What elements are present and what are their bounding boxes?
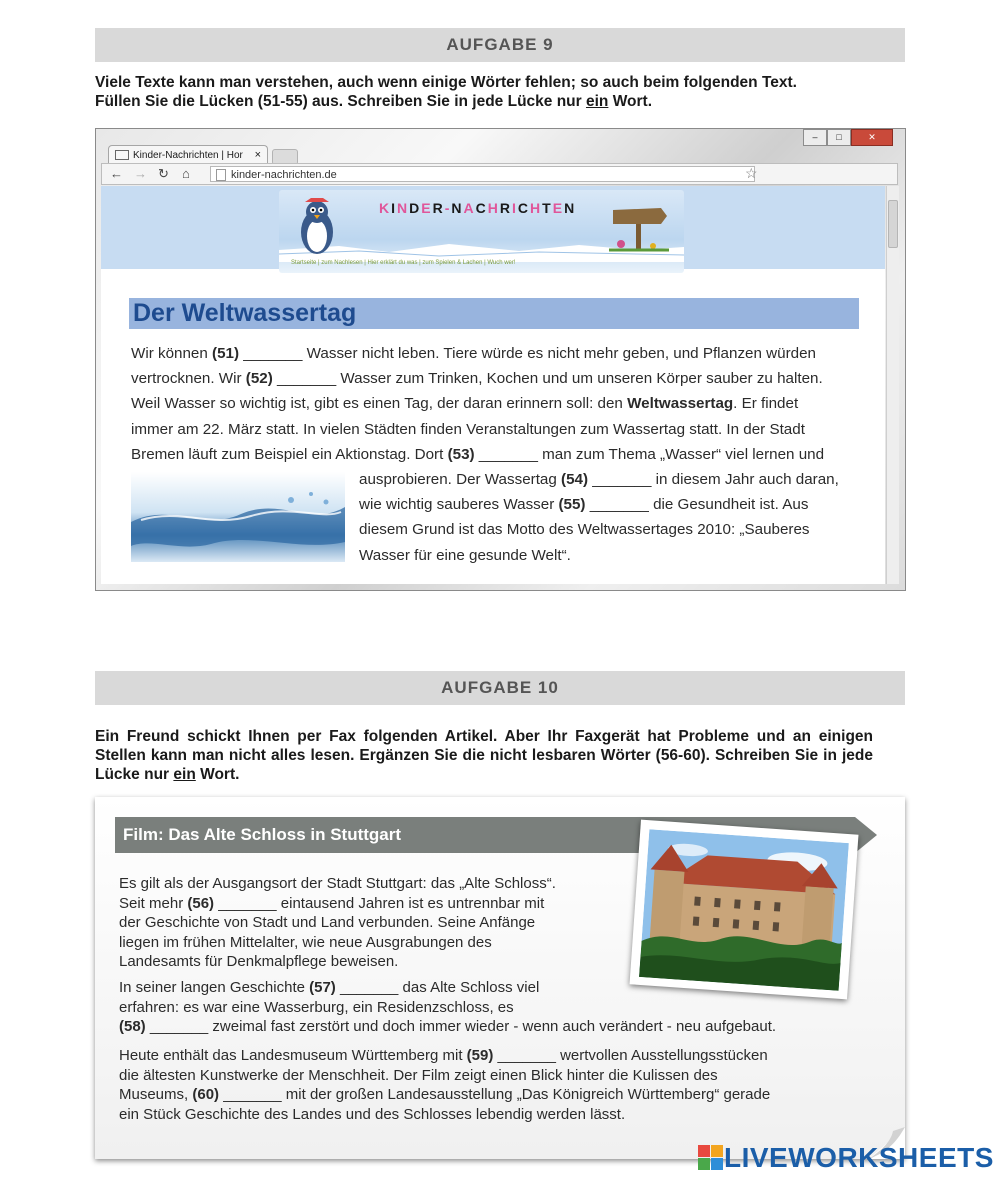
article-line: diesem Grund ist das Motto des Weltwassertages 2010: „Sauberes (359, 521, 810, 539)
article-line: Wasser für eine gesunde Welt“. (359, 546, 571, 564)
aufgabe-10-header (95, 671, 905, 705)
tab-title: Kinder-Nachrichten | Hor (133, 150, 243, 161)
scrollbar[interactable] (886, 186, 899, 584)
card-paragraph-1: Es gilt als der Ausgangsort der Stadt Stuttgart: das „Alte Schloss“. Seit mehr (56) _______ eintausend Jahren ist es untrennbar mit der Geschichte von Stadt und Land verbunden. Seine Anfänge liegen im frühen Mittelalter, wie neue Ausgrabungen des Landesamts für Denkmalpflege beweisen. (119, 875, 556, 970)
browser-tab[interactable] (108, 145, 268, 164)
web-page (101, 186, 885, 584)
scrollbar-thumb[interactable] (888, 200, 898, 248)
bookmark-star-icon[interactable]: ☆ (745, 165, 758, 181)
aufgabe-10-title: AUFGABE 10 (441, 678, 559, 697)
article-line: ausprobieren. Der Wassertag (54) _______ in diesem Jahr auch daran, (359, 471, 839, 488)
back-icon[interactable]: ← (110, 166, 123, 181)
tab-close-icon[interactable]: × (254, 149, 261, 161)
url-input[interactable] (210, 166, 755, 182)
close-icon[interactable]: ✕ (851, 129, 893, 146)
signpost-icon (609, 204, 669, 252)
url-text: kinder-nachrichten.de (231, 169, 337, 181)
article-line: wie wichtig sauberes Wasser (55) _______ die Gesundheit ist. Aus (359, 496, 809, 514)
page-icon (216, 169, 226, 181)
fax-article-card (95, 797, 905, 1159)
card-title: Film: Das Alte Schloss in Stuttgart (115, 817, 855, 853)
window-controls (803, 129, 893, 145)
site-logo[interactable] (279, 190, 684, 273)
tab-favicon-icon (115, 150, 129, 160)
reload-icon[interactable]: ↻ (158, 166, 169, 181)
card-paragraph-3: Heute enthält das Landesmuseum Württemberg mit (59) _______ wertvollen Ausstellungsstücken die ältesten Kunstwerke der Menschheit. Der Film zeigt einen Blick hinter die Kulissen des Museums, (60) _______ mit der großen Landesausstellung „Das Königreich Württemberg“ gerade ein Stück Geschichte des Landes und des Schlosses lebendig werden lässt. (119, 1047, 771, 1123)
water-splash-image (131, 472, 345, 562)
home-icon[interactable]: ⌂ (182, 166, 190, 181)
maximize-icon[interactable]: □ (827, 129, 851, 146)
article-text-wrapped (359, 467, 879, 568)
liveworksheets-icon (698, 1145, 724, 1171)
aufgabe-10-instruction: Ein Freund schickt Ihnen per Fax folgenden Artikel. Aber Ihr Faxgerät hat Probleme und an einigen Stellen kann man nicht alles lesen. Ergänzen Sie die nicht lesbaren Wörter (56-60). Schreiben Sie in jede Lücke nur ein Wort. (95, 728, 873, 783)
penguin-icon (293, 198, 341, 256)
article-line: vertrocknen. Wir (52) _______ Wasser zum Trinken, Kochen und um unseren Körper sauber zu halten. (131, 370, 823, 388)
logo-nav-strip[interactable]: Startseite | zum Nachlesen | Hier erklärt du was | zum Spielen & Lachen | Wuch wer! (291, 260, 516, 266)
browser-screenshot (95, 128, 906, 591)
article-text-full (131, 341, 881, 467)
article-line: Weil Wasser so wichtig ist, gibt es einen Tag, der daran erinnern soll: den Weltwassertag. Er findet (131, 395, 799, 413)
aufgabe-9-header (95, 28, 905, 62)
browser-toolbar (101, 163, 898, 185)
aufgabe-9-title: AUFGABE 9 (446, 35, 554, 54)
site-banner (101, 186, 885, 269)
article-line: immer am 22. März statt. In vielen Städten finden Veranstaltungen zum Wassertag statt. In der Stadt (131, 420, 805, 438)
liveworksheets-brand: LIVEWORKSHEETS (724, 1142, 994, 1173)
article-line: Wir können (51) _______ Wasser nicht leben. Tiere würde es nicht mehr geben, und Pflanzen würden (131, 345, 816, 362)
card-paragraph-2: In seiner langen Geschichte (57) _______ das Alte Schloss viel erfahren: es war eine Wasserburg, ein Residenzschloss, es (58) _______ zweimal fast zerstört und doch immer wieder - wenn auch verändert - neu aufgebaut. (119, 979, 777, 1035)
forward-icon[interactable]: → (134, 166, 147, 181)
liveworksheets-logo (698, 1142, 994, 1174)
aufgabe-9-instruction: Viele Texte kann man verstehen, auch wenn einige Wörter fehlen; so auch beim folgenden Text. Füllen Sie die Lücken (51-55) aus. Schreiben Sie in jede Lücke nur ein Wort. (95, 74, 797, 110)
minimize-icon[interactable]: – (803, 129, 827, 146)
article-line: Bremen läuft zum Beispiel ein Aktionstag. Dort (53) _______ man zum Thema „Wasser“ viel lernen und (131, 445, 825, 463)
article-title: Der Weltwassertag (129, 298, 859, 329)
logo-title: KINDER-NACHRICHTEN (379, 200, 577, 216)
